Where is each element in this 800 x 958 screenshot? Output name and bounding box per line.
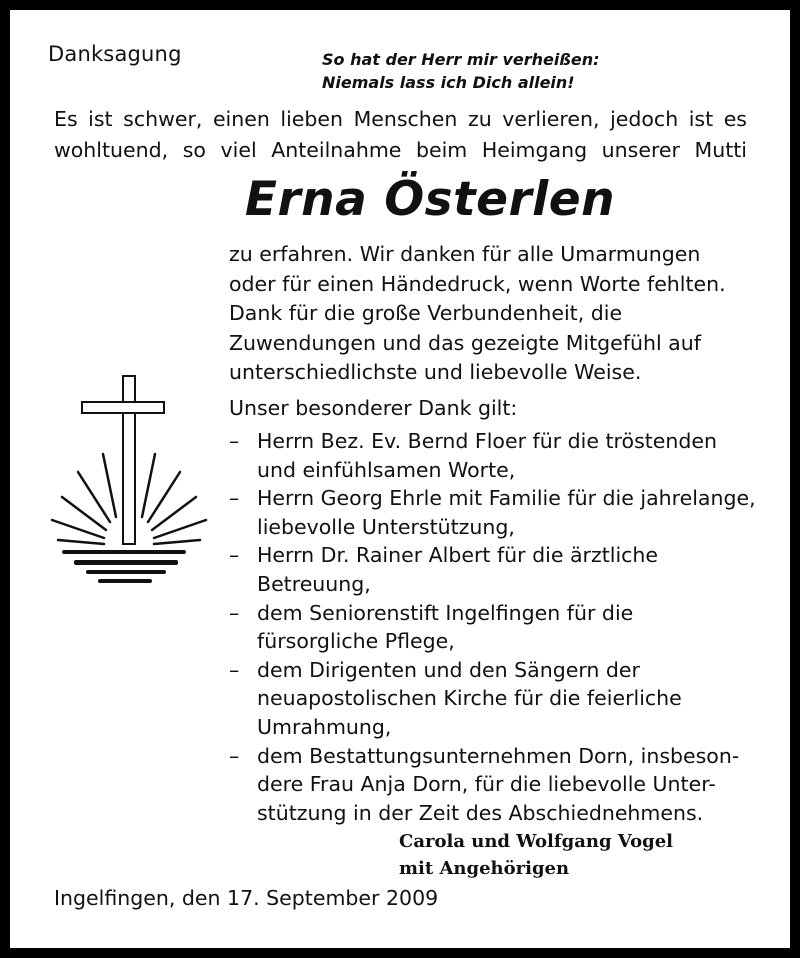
motto bbox=[322, 48, 600, 94]
obituary-card bbox=[10, 10, 790, 948]
motto-line: Niemals lass ich Dich allein! bbox=[322, 73, 575, 92]
signer-line: mit Angehörigen bbox=[399, 858, 570, 879]
thanks-paragraph bbox=[229, 240, 726, 388]
list-item-line: liebevolle Unterstützung, bbox=[257, 514, 515, 539]
list-item bbox=[229, 656, 756, 742]
signer-line: Carola und Wolfgang Vogel bbox=[399, 831, 673, 852]
header-label: Danksagung bbox=[48, 42, 182, 66]
intro-line: wohltuend, so viel Anteilnahme beim Heimgang unserer Mutti bbox=[54, 138, 747, 162]
thanks-list bbox=[229, 427, 756, 827]
list-item-line: stützung in der Zeit des Abschiednehmens. bbox=[257, 800, 704, 825]
list-item bbox=[229, 427, 756, 484]
list-item-line: dem Dirigenten und den Sängern der bbox=[257, 657, 640, 682]
list-item bbox=[229, 541, 756, 598]
list-item-line: Herrn Dr. Rainer Albert für die ärztliche bbox=[257, 543, 659, 568]
list-item bbox=[229, 742, 756, 828]
list-item-line: fürsorgliche Pflege, bbox=[257, 629, 455, 654]
paragraph-line: Dank für die große Verbundenheit, die bbox=[229, 301, 623, 325]
signers bbox=[399, 828, 673, 882]
intro-line: Es ist schwer, einen lieben Menschen zu verlieren, jedoch ist es bbox=[54, 107, 747, 131]
list-dash: – bbox=[229, 543, 240, 568]
place-date: Ingelfingen, den 17. September 2009 bbox=[54, 886, 439, 910]
list-item bbox=[229, 484, 756, 541]
deceased-name: Erna Österlen bbox=[244, 172, 616, 227]
list-item-line: dem Seniorenstift Ingelfingen für die bbox=[257, 600, 634, 625]
list-dash: – bbox=[229, 486, 240, 511]
intro-text bbox=[54, 104, 747, 166]
list-item bbox=[229, 599, 756, 656]
list-dash: – bbox=[229, 600, 240, 625]
list-dash: – bbox=[229, 657, 240, 682]
paragraph-line: zu erfahren. Wir danken für alle Umarmungen bbox=[229, 242, 701, 266]
paragraph-line: Zuwendungen und das gezeigte Mitgefühl auf bbox=[229, 330, 701, 355]
paragraph-line: unterschiedlichste und liebevolle Weise. bbox=[229, 360, 642, 384]
list-item-line: Herrn Georg Ehrle mit Familie für die jahrelange, bbox=[257, 486, 756, 511]
list-item-line: dere Frau Anja Dorn, für die liebevolle Unter- bbox=[257, 772, 716, 797]
thanks-title: Unser besonderer Dank gilt: bbox=[229, 396, 518, 420]
paragraph-line: oder für einen Händedruck, wenn Worte fehlten. bbox=[229, 271, 726, 296]
list-item-line: neuapostolischen Kirche für die feierliche bbox=[257, 686, 682, 711]
list-item-line: und einfühlsamen Worte, bbox=[257, 457, 516, 482]
motto-line: So hat der Herr mir verheißen: bbox=[322, 50, 600, 69]
list-item-line: dem Bestattungsunternehmen Dorn, insbeson- bbox=[257, 743, 740, 768]
list-dash: – bbox=[229, 429, 240, 453]
list-dash: – bbox=[229, 743, 240, 768]
list-item-line: Umrahmung, bbox=[257, 714, 392, 739]
cross-sunrise-icon bbox=[40, 372, 210, 592]
list-item-line: Herrn Bez. Ev. Bernd Floer für die tröstenden bbox=[257, 429, 718, 453]
list-item-line: Betreuung, bbox=[257, 571, 371, 596]
